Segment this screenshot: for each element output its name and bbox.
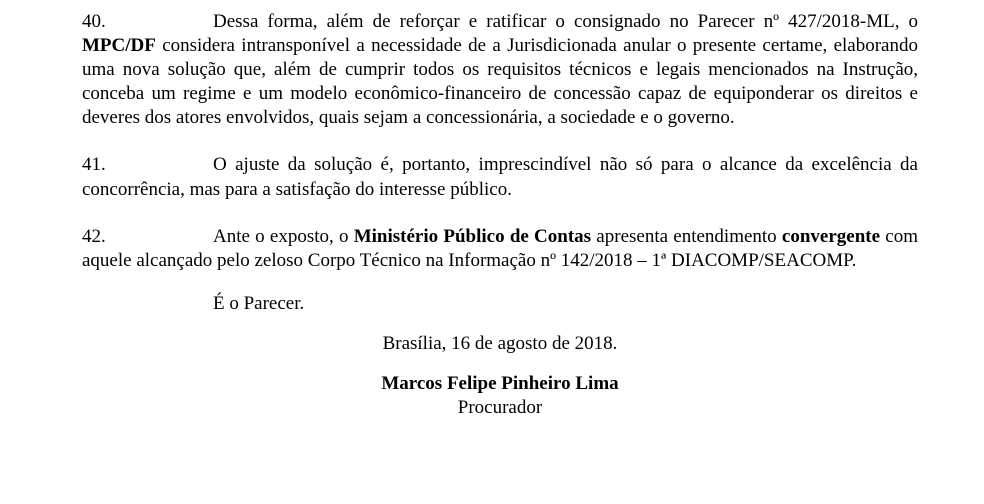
paragraph-40 [82, 10, 918, 130]
paragraph-text: Ante o exposto, o [213, 225, 354, 247]
signer-name: Marcos Felipe Pinheiro Lima [381, 372, 619, 394]
signer-role: Procurador [457, 396, 543, 418]
bold-term-convergente: convergente [781, 225, 881, 247]
closing-line: É o Parecer. [213, 292, 305, 314]
bold-term-ministerio: Ministério Público de Contas [353, 225, 592, 247]
paragraph-text: O ajuste da solução é, portanto, imprescindível não só para o alcance da excelência da concorrência, mas para a satisfação do interesse público. [82, 154, 918, 200]
paragraph-text: apresenta entendimento [591, 225, 782, 247]
paragraph-text: com aquele alcançado pelo zeloso Corpo Técnico na Informação nº 142/2018 – 1ª DIACOMP/SEACOMP. [82, 225, 919, 271]
paragraph-text: Dessa forma, além de reforçar e ratificar o consignado no Parecer nº 427/2018-ML, o [213, 11, 918, 32]
bold-term-mpcdf: MPC/DF [82, 35, 156, 57]
paragraph-41 [82, 153, 918, 201]
paragraph-number: 40. [82, 11, 106, 32]
paragraph-42 [82, 225, 918, 273]
paragraph-text: considera intransponível a necessidade de a Jurisdicionada anular o presente certame, elaborando uma nova solução que, além de cumprir todos os requisitos técnicos e legais mencionados na Instrução, conceba um regime e um modelo econômico-financeiro de concessão capaz de equiponderar os direitos e deveres dos atores envolvidos, quais sejam a concessionária, a sociedade e o governo. [82, 35, 918, 129]
document-page [82, 10, 918, 420]
paragraph-number: 42. [82, 225, 106, 247]
paragraph-number: 41. [82, 154, 106, 176]
place-date: Brasília, 16 de agosto de 2018. [382, 332, 618, 354]
